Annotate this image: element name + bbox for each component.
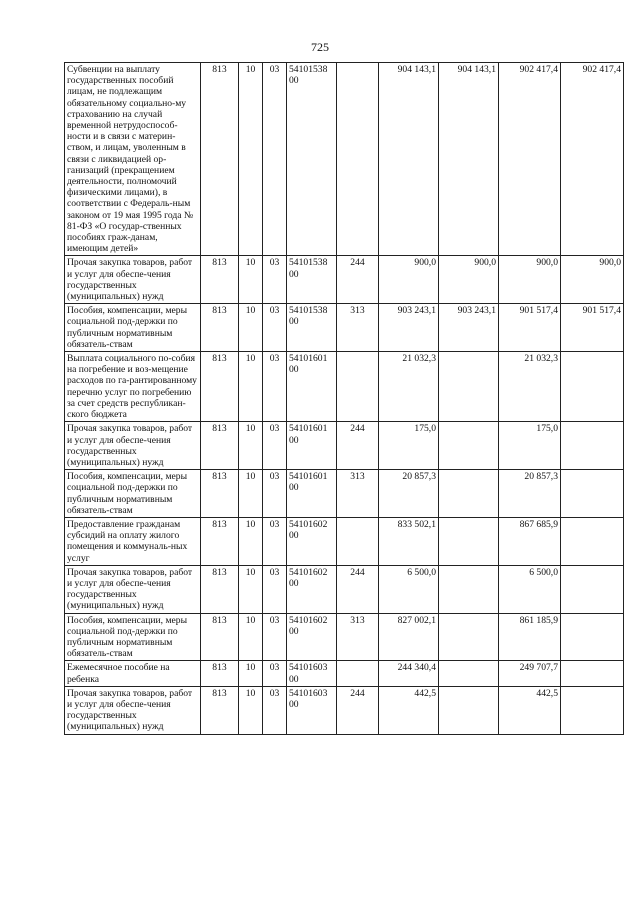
section-code-cell: 10 bbox=[239, 422, 263, 470]
table-body bbox=[65, 63, 624, 735]
grbs-code-cell: 813 bbox=[201, 304, 239, 352]
amount-cell-4 bbox=[561, 422, 624, 470]
amount-cell-2: 904 143,1 bbox=[439, 63, 499, 256]
grbs-code-cell: 813 bbox=[201, 352, 239, 422]
amount-cell-1: 904 143,1 bbox=[379, 63, 439, 256]
row-name-cell: Прочая закупка товаров, работ и услуг для обеспе-чения государственных (муниципальных) нужд bbox=[65, 565, 201, 613]
table-row bbox=[65, 422, 624, 470]
amount-cell-4: 900,0 bbox=[561, 256, 624, 304]
target-article-cell: 54101601 00 bbox=[287, 422, 337, 470]
amount-cell-2 bbox=[439, 517, 499, 565]
target-article-cell: 54101602 00 bbox=[287, 613, 337, 661]
expense-type-cell bbox=[337, 352, 379, 422]
section-code-cell: 10 bbox=[239, 256, 263, 304]
amount-cell-4 bbox=[561, 661, 624, 686]
row-name-cell: Пособия, компенсации, меры социальной под-держки по публичным нормативным обязатель-ствам bbox=[65, 613, 201, 661]
amount-cell-4 bbox=[561, 565, 624, 613]
grbs-code-cell: 813 bbox=[201, 470, 239, 518]
target-article-cell: 54101538 00 bbox=[287, 63, 337, 256]
target-article-cell: 54101538 00 bbox=[287, 256, 337, 304]
table-row bbox=[65, 470, 624, 518]
grbs-code-cell: 813 bbox=[201, 661, 239, 686]
target-article-cell: 54101603 00 bbox=[287, 661, 337, 686]
subsection-code-cell: 03 bbox=[263, 613, 287, 661]
table-row bbox=[65, 613, 624, 661]
amount-cell-1: 903 243,1 bbox=[379, 304, 439, 352]
row-name-cell: Выплата социального по-собия на погребение и воз-мещение расходов по га-рантированному перечню услуг по погребению за счет средств республикан-ского бюджета bbox=[65, 352, 201, 422]
amount-cell-1: 442,5 bbox=[379, 686, 439, 734]
amount-cell-1: 900,0 bbox=[379, 256, 439, 304]
subsection-code-cell: 03 bbox=[263, 422, 287, 470]
row-name-cell: Прочая закупка товаров, работ и услуг для обеспе-чения государственных (муниципальных) нужд bbox=[65, 422, 201, 470]
expense-type-cell: 313 bbox=[337, 304, 379, 352]
amount-cell-4 bbox=[561, 613, 624, 661]
section-code-cell: 10 bbox=[239, 565, 263, 613]
amount-cell-1: 827 002,1 bbox=[379, 613, 439, 661]
amount-cell-2: 900,0 bbox=[439, 256, 499, 304]
row-name-cell: Пособия, компенсации, меры социальной под-держки по публичным нормативным обязатель-ствам bbox=[65, 470, 201, 518]
amount-cell-3: 20 857,3 bbox=[499, 470, 561, 518]
expense-type-cell bbox=[337, 63, 379, 256]
amount-cell-2 bbox=[439, 470, 499, 518]
amount-cell-3: 902 417,4 bbox=[499, 63, 561, 256]
grbs-code-cell: 813 bbox=[201, 517, 239, 565]
amount-cell-1: 21 032,3 bbox=[379, 352, 439, 422]
table-row bbox=[65, 256, 624, 304]
section-code-cell: 10 bbox=[239, 304, 263, 352]
expense-type-cell: 244 bbox=[337, 256, 379, 304]
table-row bbox=[65, 352, 624, 422]
section-code-cell: 10 bbox=[239, 470, 263, 518]
target-article-cell: 54101538 00 bbox=[287, 304, 337, 352]
section-code-cell: 10 bbox=[239, 686, 263, 734]
amount-cell-1: 6 500,0 bbox=[379, 565, 439, 613]
subsection-code-cell: 03 bbox=[263, 565, 287, 613]
table-row bbox=[65, 686, 624, 734]
expense-type-cell: 313 bbox=[337, 470, 379, 518]
row-name-cell: Ежемесячное пособие на ребенка bbox=[65, 661, 201, 686]
expense-type-cell: 244 bbox=[337, 686, 379, 734]
amount-cell-4 bbox=[561, 517, 624, 565]
page-number: 725 bbox=[311, 40, 329, 54]
amount-cell-2 bbox=[439, 352, 499, 422]
expense-type-cell: 244 bbox=[337, 565, 379, 613]
section-code-cell: 10 bbox=[239, 352, 263, 422]
table-row bbox=[65, 517, 624, 565]
target-article-cell: 54101602 00 bbox=[287, 517, 337, 565]
amount-cell-2 bbox=[439, 661, 499, 686]
subsection-code-cell: 03 bbox=[263, 686, 287, 734]
grbs-code-cell: 813 bbox=[201, 565, 239, 613]
budget-table bbox=[64, 62, 624, 735]
expense-type-cell bbox=[337, 661, 379, 686]
expense-type-cell bbox=[337, 517, 379, 565]
amount-cell-1: 20 857,3 bbox=[379, 470, 439, 518]
row-name-cell: Предоставление гражданам субсидий на оплату жилого помещения и коммуналь-ных услуг bbox=[65, 517, 201, 565]
grbs-code-cell: 813 bbox=[201, 613, 239, 661]
section-code-cell: 10 bbox=[239, 613, 263, 661]
amount-cell-2 bbox=[439, 613, 499, 661]
section-code-cell: 10 bbox=[239, 517, 263, 565]
amount-cell-1: 833 502,1 bbox=[379, 517, 439, 565]
expense-type-cell: 244 bbox=[337, 422, 379, 470]
amount-cell-3: 867 685,9 bbox=[499, 517, 561, 565]
amount-cell-3: 901 517,4 bbox=[499, 304, 561, 352]
row-name-cell: Прочая закупка товаров, работ и услуг для обеспе-чения государственных (муниципальных) нужд bbox=[65, 256, 201, 304]
amount-cell-3: 249 707,7 bbox=[499, 661, 561, 686]
grbs-code-cell: 813 bbox=[201, 63, 239, 256]
amount-cell-1: 175,0 bbox=[379, 422, 439, 470]
expense-type-cell: 313 bbox=[337, 613, 379, 661]
amount-cell-4: 902 417,4 bbox=[561, 63, 624, 256]
amount-cell-3: 442,5 bbox=[499, 686, 561, 734]
target-article-cell: 54101601 00 bbox=[287, 352, 337, 422]
amount-cell-1: 244 340,4 bbox=[379, 661, 439, 686]
target-article-cell: 54101602 00 bbox=[287, 565, 337, 613]
section-code-cell: 10 bbox=[239, 661, 263, 686]
amount-cell-3: 861 185,9 bbox=[499, 613, 561, 661]
amount-cell-2: 903 243,1 bbox=[439, 304, 499, 352]
amount-cell-4 bbox=[561, 470, 624, 518]
amount-cell-2 bbox=[439, 565, 499, 613]
subsection-code-cell: 03 bbox=[263, 352, 287, 422]
row-name-cell: Пособия, компенсации, меры социальной под-держки по публичным нормативным обязатель-ствам bbox=[65, 304, 201, 352]
subsection-code-cell: 03 bbox=[263, 661, 287, 686]
row-name-cell: Прочая закупка товаров, работ и услуг для обеспе-чения государственных (муниципальных) нужд bbox=[65, 686, 201, 734]
grbs-code-cell: 813 bbox=[201, 256, 239, 304]
subsection-code-cell: 03 bbox=[263, 304, 287, 352]
target-article-cell: 54101603 00 bbox=[287, 686, 337, 734]
amount-cell-3: 900,0 bbox=[499, 256, 561, 304]
subsection-code-cell: 03 bbox=[263, 470, 287, 518]
grbs-code-cell: 813 bbox=[201, 422, 239, 470]
section-code-cell: 10 bbox=[239, 63, 263, 256]
table-row bbox=[65, 661, 624, 686]
amount-cell-3: 175,0 bbox=[499, 422, 561, 470]
row-name-cell: Субвенции на выплату государственных пособий лицам, не подлежащим обязательному социально-му страхованию на случай временной нетрудоспособ-ности и в связи с материн-ством, и лицам, уволенным в связи с ликвидацией ор-ганизаций (прекращением деятельности, полномочий физическими лицами), в соответствии с Федераль-ным законом от 19 мая 1995 года № 81-ФЗ «О государ-ственных пособиях граж-данам, имеющим детей» bbox=[65, 63, 201, 256]
table-row bbox=[65, 63, 624, 256]
table-row bbox=[65, 565, 624, 613]
target-article-cell: 54101601 00 bbox=[287, 470, 337, 518]
subsection-code-cell: 03 bbox=[263, 256, 287, 304]
amount-cell-2 bbox=[439, 422, 499, 470]
table-row bbox=[65, 304, 624, 352]
amount-cell-2 bbox=[439, 686, 499, 734]
amount-cell-4: 901 517,4 bbox=[561, 304, 624, 352]
amount-cell-3: 21 032,3 bbox=[499, 352, 561, 422]
amount-cell-4 bbox=[561, 686, 624, 734]
grbs-code-cell: 813 bbox=[201, 686, 239, 734]
amount-cell-3: 6 500,0 bbox=[499, 565, 561, 613]
subsection-code-cell: 03 bbox=[263, 63, 287, 256]
amount-cell-4 bbox=[561, 352, 624, 422]
subsection-code-cell: 03 bbox=[263, 517, 287, 565]
